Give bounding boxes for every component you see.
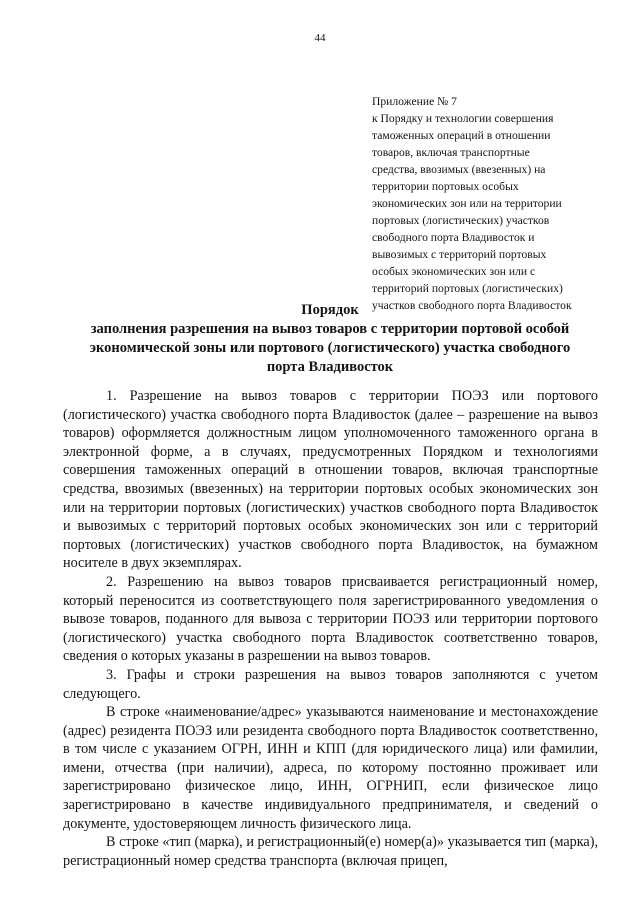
appendix-line: средства, ввозимых (ввезенных) на xyxy=(372,163,546,176)
appendix-line: особых экономических зон или с xyxy=(372,265,536,278)
paragraph-3: 3. Графы и строки разрешения на вывоз товаров заполняются с учетом следующего. xyxy=(63,666,598,702)
appendix-line: территории портовых особых xyxy=(372,180,519,193)
appendix-line: портовых (логистических) участков xyxy=(372,214,550,227)
heading-subtitle-line: экономической зоны или портового (логистического) участка свободного xyxy=(89,340,571,356)
paragraph-1: 1. Разрешение на вывоз товаров с территории ПОЭЗ или портового (логистического) участка свободного порта Владивосток (далее – разрешение на вывоз товаров) оформляется должностным лицом уполномоченного таможенного органа в электронной форме, а в случаях, предусмотренных Порядком и технологиями совершения таможенных операций в отношении товаров, включая транспортные средства, ввозимых (ввезенных) на территории портовых особых экономических зон или на территории портовых (логистических) участков свободного порта Владивосток и вывозимых с территорий портовых особых экономических зон или с территорий портовых (логистических) участков свободного порта Владивосток, на бумажном носителе в двух экземплярах. xyxy=(63,388,598,572)
paragraph-2: 2. Разрешению на вывоз товаров присваивается регистрационный номер, который переносится из соответствующего поля зарегистрированного уведомления о вывозе товаров, поданного для вывоза с территории ПОЭЗ или территории портового (логистического) участка свободного порта Владивосток соответственно товаров, сведения о которых указаны в разрешении на вывоз товаров. xyxy=(63,573,598,665)
paragraph-5: В строке «тип (марка), и регистрационный(е) номер(а)» указывается тип (марка), регистрационный номер средства транспорта (включая прицеп, xyxy=(63,834,598,869)
heading-subtitle-line: порта Владивосток xyxy=(266,359,394,375)
page-number: 44 xyxy=(314,32,326,44)
heading-subtitle-line: заполнения разрешения на вывоз товаров с территории портовой особой xyxy=(90,321,570,337)
appendix-line: вывозимых с территорий портовых xyxy=(372,248,547,261)
appendix-line: территорий портовых (логистических) xyxy=(372,282,563,295)
document-body xyxy=(63,387,598,870)
document-heading xyxy=(70,301,590,377)
appendix-line: Приложение № 7 xyxy=(372,95,457,108)
appendix-line: к Порядку и технологии совершения xyxy=(372,112,554,125)
paragraph-4: В строке «наименование/адрес» указываются наименование и местонахождение (адрес) резидента ПОЭЗ или резидента свободного порта Владивосток соответственно, в том числе с указанием ОГРН, ИНН и КПП (для юридического лица) или фамилии, имени, отчества (при наличии), адреса, по которому постоянно проживает или зарегистрировано физическое лицо, ИНН, ОГРНИП, если физическое лицо зарегистрировано в качестве индивидуального предпринимателя, и сведений о документе, удостоверяющем личность физического лица. xyxy=(63,704,598,832)
appendix-note xyxy=(372,93,612,314)
appendix-line: экономических зон или на территории xyxy=(372,197,562,210)
appendix-line: товаров, включая транспортные xyxy=(372,146,530,159)
heading-title: Порядок xyxy=(301,302,359,318)
appendix-line: таможенных операций в отношении xyxy=(372,129,551,142)
appendix-line: участков свободного порта Владивосток xyxy=(372,299,572,312)
appendix-line: свободного порта Владивосток и xyxy=(372,231,535,244)
